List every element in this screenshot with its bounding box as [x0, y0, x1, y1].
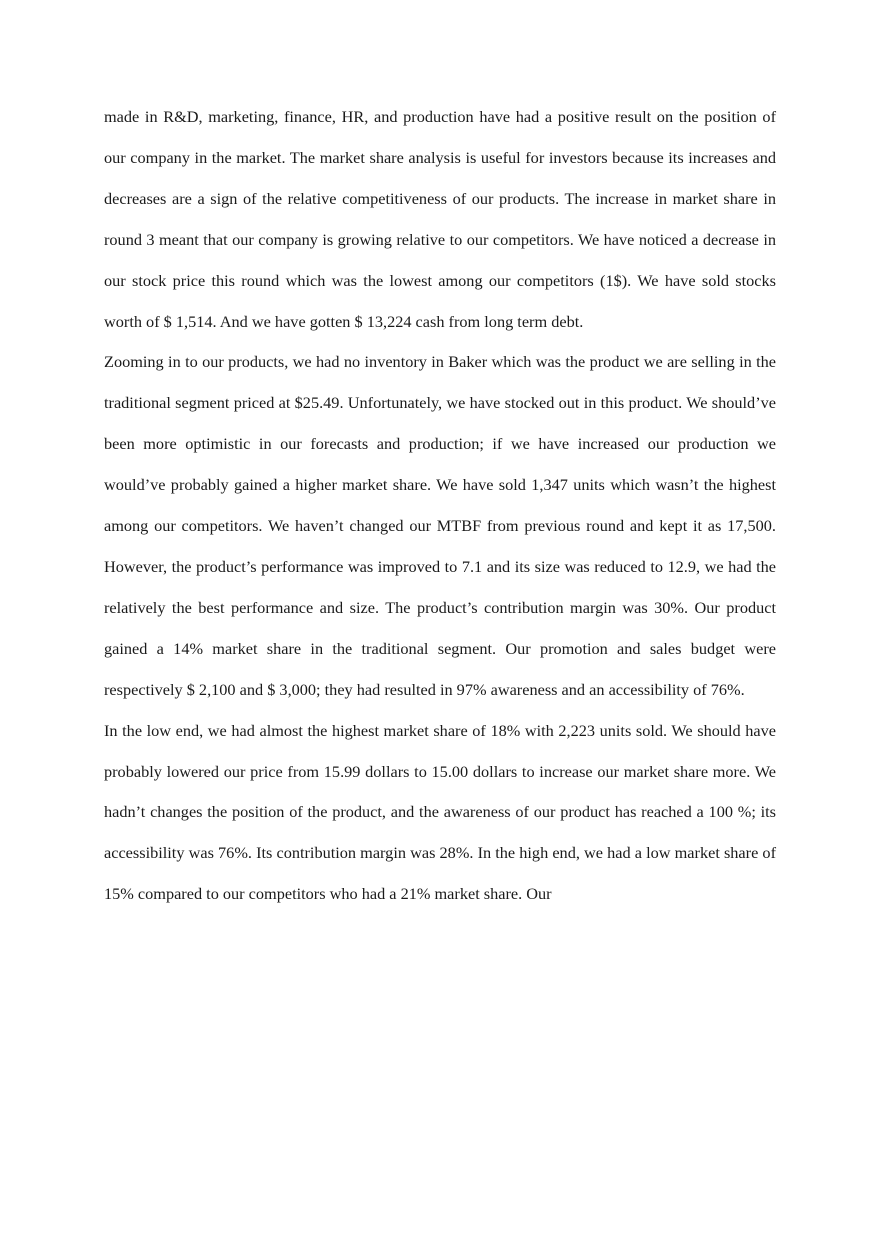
- paragraph-products-baker: Zooming in to our products, we had no inventory in Baker which was the product we are selling in the traditional segment priced at $25.49. Unfortunately, we have stocked out in this product. We should’ve been more optimistic in our forecasts and production; if we have increased our production we would’ve probably gained a higher market share. We have sold 1,347 units which wasn’t the highest among our competitors. We haven’t changed our MTBF from previous round and kept it as 17,500. However, the product’s performance was improved to 7.1 and its size was reduced to 12.9, we had the relatively the best performance and size. The product’s contribution margin was 30%. Our product gained a 14% market share in the traditional segment. Our promotion and sales budget were respectively $ 2,100 and $ 3,000; they had resulted in 97% awareness and an accessibility of 76%.: [104, 352, 776, 699]
- body-text: [104, 97, 776, 915]
- paragraph-company-position: made in R&D, marketing, finance, HR, and production have had a positive result on the position of our company in the market. The market share analysis is useful for investors because its increases and decreases are a sign of the relative competitiveness of our products. The increase in market share in round 3 meant that our company is growing relative to our competitors. We have noticed a decrease in our stock price this round which was the lowest among our competitors (1$). We have sold stocks worth of $ 1,514. And we have gotten $ 13,224 cash from long term debt.: [104, 107, 776, 331]
- paragraph-low-end-high-end: In the low end, we had almost the highest market share of 18% with 2,223 units sold. We should have probably lowered our price from 15.99 dollars to 15.00 dollars to increase our market share more. We hadn’t changes the position of the product, and the awareness of our product has reached a 100 %; its accessibility was 76%. Its contribution margin was 28%. In the high end, we had a low market share of 15% compared to our competitors who had a 21% market share. Our: [104, 720, 776, 904]
